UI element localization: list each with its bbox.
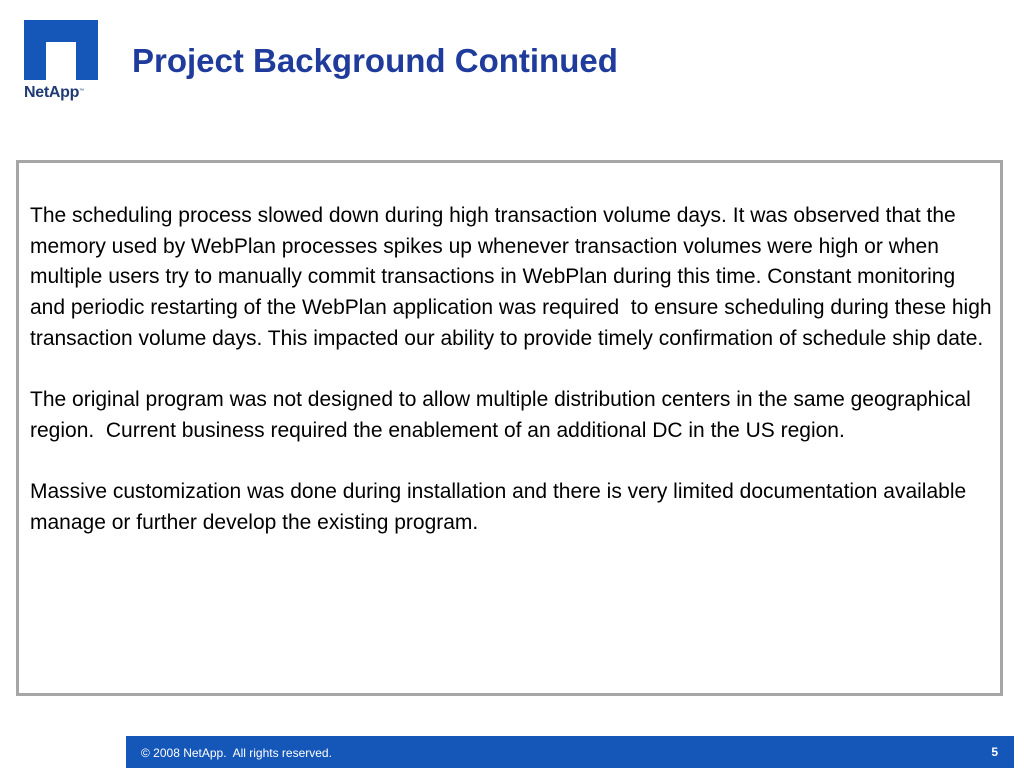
paragraph-distribution-centers: The original program was not designed to allow multiple distribution centers in the same geographical region. Current business required the enablement of an additional DC in the US region. [30, 388, 977, 442]
logo-wordmark-text: NetApp [24, 84, 80, 101]
logo-wordmark [24, 84, 84, 102]
paragraph-customization: Massive customization was done during installation and there is very limited documentation available manage or further develop the existing program. [30, 480, 973, 534]
slide-title: Project Background Continued [132, 42, 618, 79]
netapp-logo [24, 20, 104, 110]
content-box [16, 160, 1003, 696]
footer-bar [126, 736, 1014, 768]
copyright-text: © 2008 NetApp. All rights reserved. [141, 746, 332, 760]
trademark-mark: ™ [79, 88, 84, 94]
paragraph-scheduling: The scheduling process slowed down during high transaction volume days. It was observed that the memory used by WebPlan processes spikes up whenever transaction volumes were high or when multiple users try to manually commit transactions in WebPlan during this time. Constant monitoring and periodic restarting of the WebPlan application was required to ensure scheduling during these high transaction volume days. This impacted our ability to provide timely confirmation of schedule ship date. [30, 204, 998, 350]
netapp-logo-icon [24, 20, 98, 80]
content-body [30, 201, 998, 569]
page-number: 5 [991, 745, 998, 759]
